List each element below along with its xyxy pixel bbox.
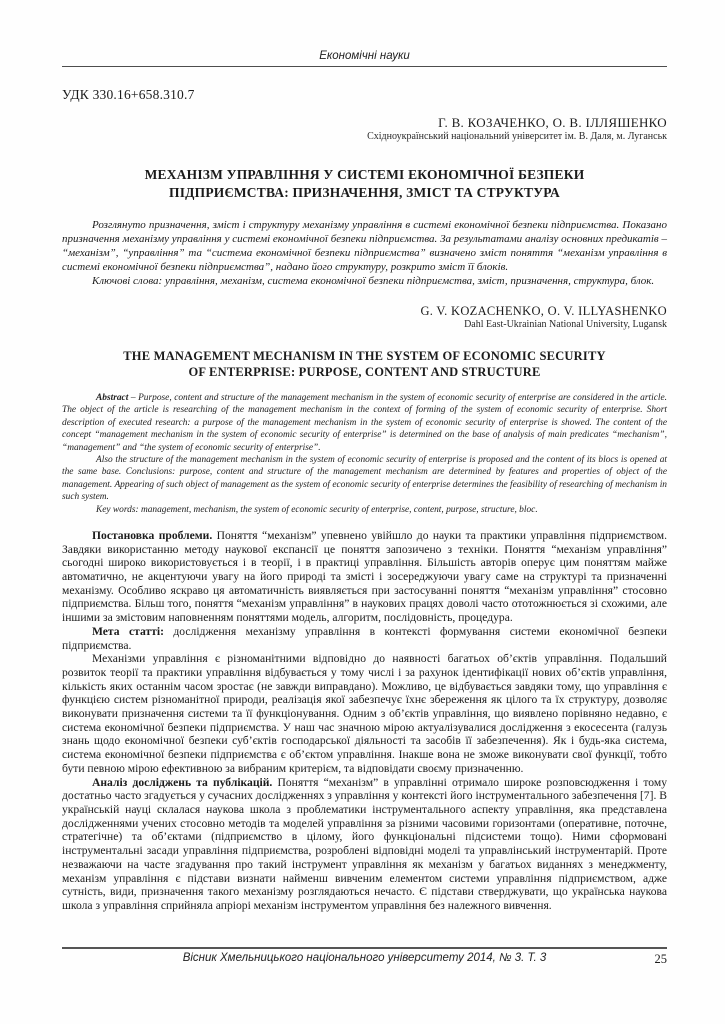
paragraph-text: Поняття “механізм” в управлінні отримало широке розповсюдження і тому достатньо часто згадується у сучасних дослідженнях з управління у контексті його інструментального забезпечення [7]. В українській науці склалася наукова школа з проблематики інструментального аспекту управління, яка представлена дослідженнями учених стосовно методів та моделей управління за різними часовими горизонтами (оперативне, поточне, стратегічне) та об’єктами (підприємство в цілому, його функціональні підсистеми тощо). Ними сформовані інструментальні засади управління підприємства, розроблені відповідні моделі та управлінський інструментарій. Проте незважаючи на часте згадування про такий інструмент управління як механізм у багатьох виданнях з менеджменту, механізм управління є підстави визнати найменш вивченим елементом системи управління підприємством, адже сутність, види, призначення такого механізму розглядаються нечасто. Є підстави стверджувати, що українська наукова школа з управління сприйняла апріорі механізм інструментом управління без належного вивчення.	[62, 775, 667, 912]
abstract-en	[62, 392, 667, 516]
paragraph-lead: Аналіз досліджень та публікацій.	[92, 775, 273, 789]
authors-en: G. V. KOZACHENKO, O. V. ILLYASHENKO	[420, 303, 667, 318]
authors-ua: Г. В. КОЗАЧЕНКО, О. В. ІЛЛЯШЕНКО	[438, 115, 667, 130]
body-paragraph	[62, 529, 667, 625]
abstract-en-p1-text: – Purpose, content and structure of the management mechanism in the system of economic security of enterprise are considered in the article. The object of the article is researching of the management mechanism in the context of forming of the system of economic security of enterprise. Short description of executed research: a purpose of the management mechanism in the system of economic security of enterprise is showed. The content of the concept “management mechanism in the system of economic security of enterprise” is determined on the base of analysis of main predicates “mechanism”, “management” and “the system of economic security of enterprise”.	[62, 392, 667, 453]
page-content	[62, 50, 667, 913]
affiliation-en: Dahl East-Ukrainian National University, Lugansk	[464, 319, 667, 331]
article-title-en	[62, 348, 667, 380]
article-title-ua-line1: МЕХАНІЗМ УПРАВЛІННЯ У СИСТЕМІ ЕКОНОМІЧНОЇ БЕЗПЕКИ	[144, 166, 585, 182]
article-body	[62, 529, 667, 913]
affiliation-ua: Східноукраїнський національний університет ім. В. Даля, м. Луганськ	[367, 131, 667, 143]
abstract-ua-text: Розглянуто призначення, зміст і структуру механізму управління в системі економічної безпеки підприємства. Показано призначення механізму управління у системі економічної безпеки підприємства. За результатами аналізу основних предикатів – “механізм”, “управління” та “система економічної безпеки підприємства” визначено зміст поняття “механізм управління в системі економічної безпеки підприємства”, надано його структуру, розкрито зміст її блоків.	[62, 218, 667, 273]
paragraph-text: Поняття “механізм” упевнено увійшло до науки та практики управління підприємством. Завдяки використанню методу наукової експансії це поняття запозичено з техніки. Поняття “механізм управління” сьогодні широко використовується і в теорії, і в практиці управління. Більшість авторів оперує цим поняттям майже автоматично, не акцентуючи увагу на його природі та змісті і зосереджуючи увагу саме на структурі та призначенні механізму. Особливо яскраво ця автоматичність виявляється при застосуванні поняття “механізм управління” стосовно підприємства. Більш того, поняття “механізм управління” в наукових працях доволі часто ототожнюється зі схожими, але іншими за змістовим наповненням поняттями модель, алгоритм, послідовність, процедура.	[62, 528, 667, 625]
paragraph-lead: Постановка проблеми.	[92, 528, 213, 542]
keywords-ua: Ключові слова: управління, механізм, система економічної безпеки підприємства, зміст, призначення, структура, блок.	[92, 274, 655, 287]
keywords-en: Key words: management, mechanism, the system of economic security of enterprise, content, purpose, structure, bloc.	[96, 504, 538, 515]
abstract-en-lead: Abstract	[96, 392, 129, 403]
abstract-ua	[62, 218, 667, 288]
journal-footer-line: Вісник Хмельницького національного університету 2014, № 3. Т. 3	[182, 952, 547, 964]
article-title-en-line2: OF ENTERPRISE: PURPOSE, CONTENT AND STRUCTURE	[188, 364, 541, 379]
abstract-en-p1	[62, 392, 667, 454]
article-title-ua	[62, 166, 667, 202]
body-paragraph	[62, 776, 667, 913]
body-paragraph	[62, 652, 667, 775]
paragraph-text: Механізми управління є різноманітними відповідно до наявності багатьох об’єктів управління. Подальший розвиток теорії та практики управління відбувається у тому числі і за рахунок ідентифікації нових об’єктів управління, кількість яких останнім часом зростає (не завжди виправдано). Можливо, це відбувається завдяки тому, що управління є функцією систем різноманітної природи, реалізація якої забезпечує їхнє збереження як цілого та їх структуру, дозволяє виконувати призначення системи та її функціонування. Одним з об’єктів управління, що виявлено порівняно недавно, є система економічної безпеки підприємства. У наш час значною мірою актуалізувалися дослідження з екосесента (галузь знань щодо економічної безпеки суб’єктів господарської діяльності та засобів її забезпечення). Як і будь-яка система, система економічної безпеки підприємства є об’єктом управління. Інакше вона не зможе виконувати свої функції, тобто бути певною мірою ефективною за вибраним критерієм, та відповідати своєму призначенню.	[62, 652, 667, 775]
article-title-ua-line2: ПІДПРИЄМСТВА: ПРИЗНАЧЕННЯ, ЗМІСТ ТА СТРУКТУРА	[169, 184, 560, 200]
page-footer	[62, 947, 667, 964]
abstract-en-p2: Also the structure of the management mechanism in the system of economic security of enterprise is proposed and the content of its blocs is opened at the same base. Conclusions: purpose, content and structure of the management mechanism are determined by features and properties of object of the management. Appearing of such object of management as the system of economic security of enterprise determines the feasibility of researching of mechanism in such system.	[62, 454, 667, 503]
section-label: Економічні науки	[319, 50, 410, 62]
body-paragraph	[62, 625, 667, 652]
paragraph-lead: Мета статті:	[92, 624, 164, 638]
running-head	[62, 50, 667, 67]
article-title-en-line1: THE MANAGEMENT MECHANISM IN THE SYSTEM OF ECONOMIC SECURITY	[123, 348, 606, 363]
paragraph-text: дослідження механізму управління в контексті формування системи економічної безпеки підприємства.	[62, 624, 668, 652]
authors-block-ua	[62, 115, 667, 144]
authors-block-en	[62, 304, 667, 332]
udc-number: УДК 330.16+658.310.7	[62, 87, 195, 102]
page-number: 25	[654, 952, 667, 966]
